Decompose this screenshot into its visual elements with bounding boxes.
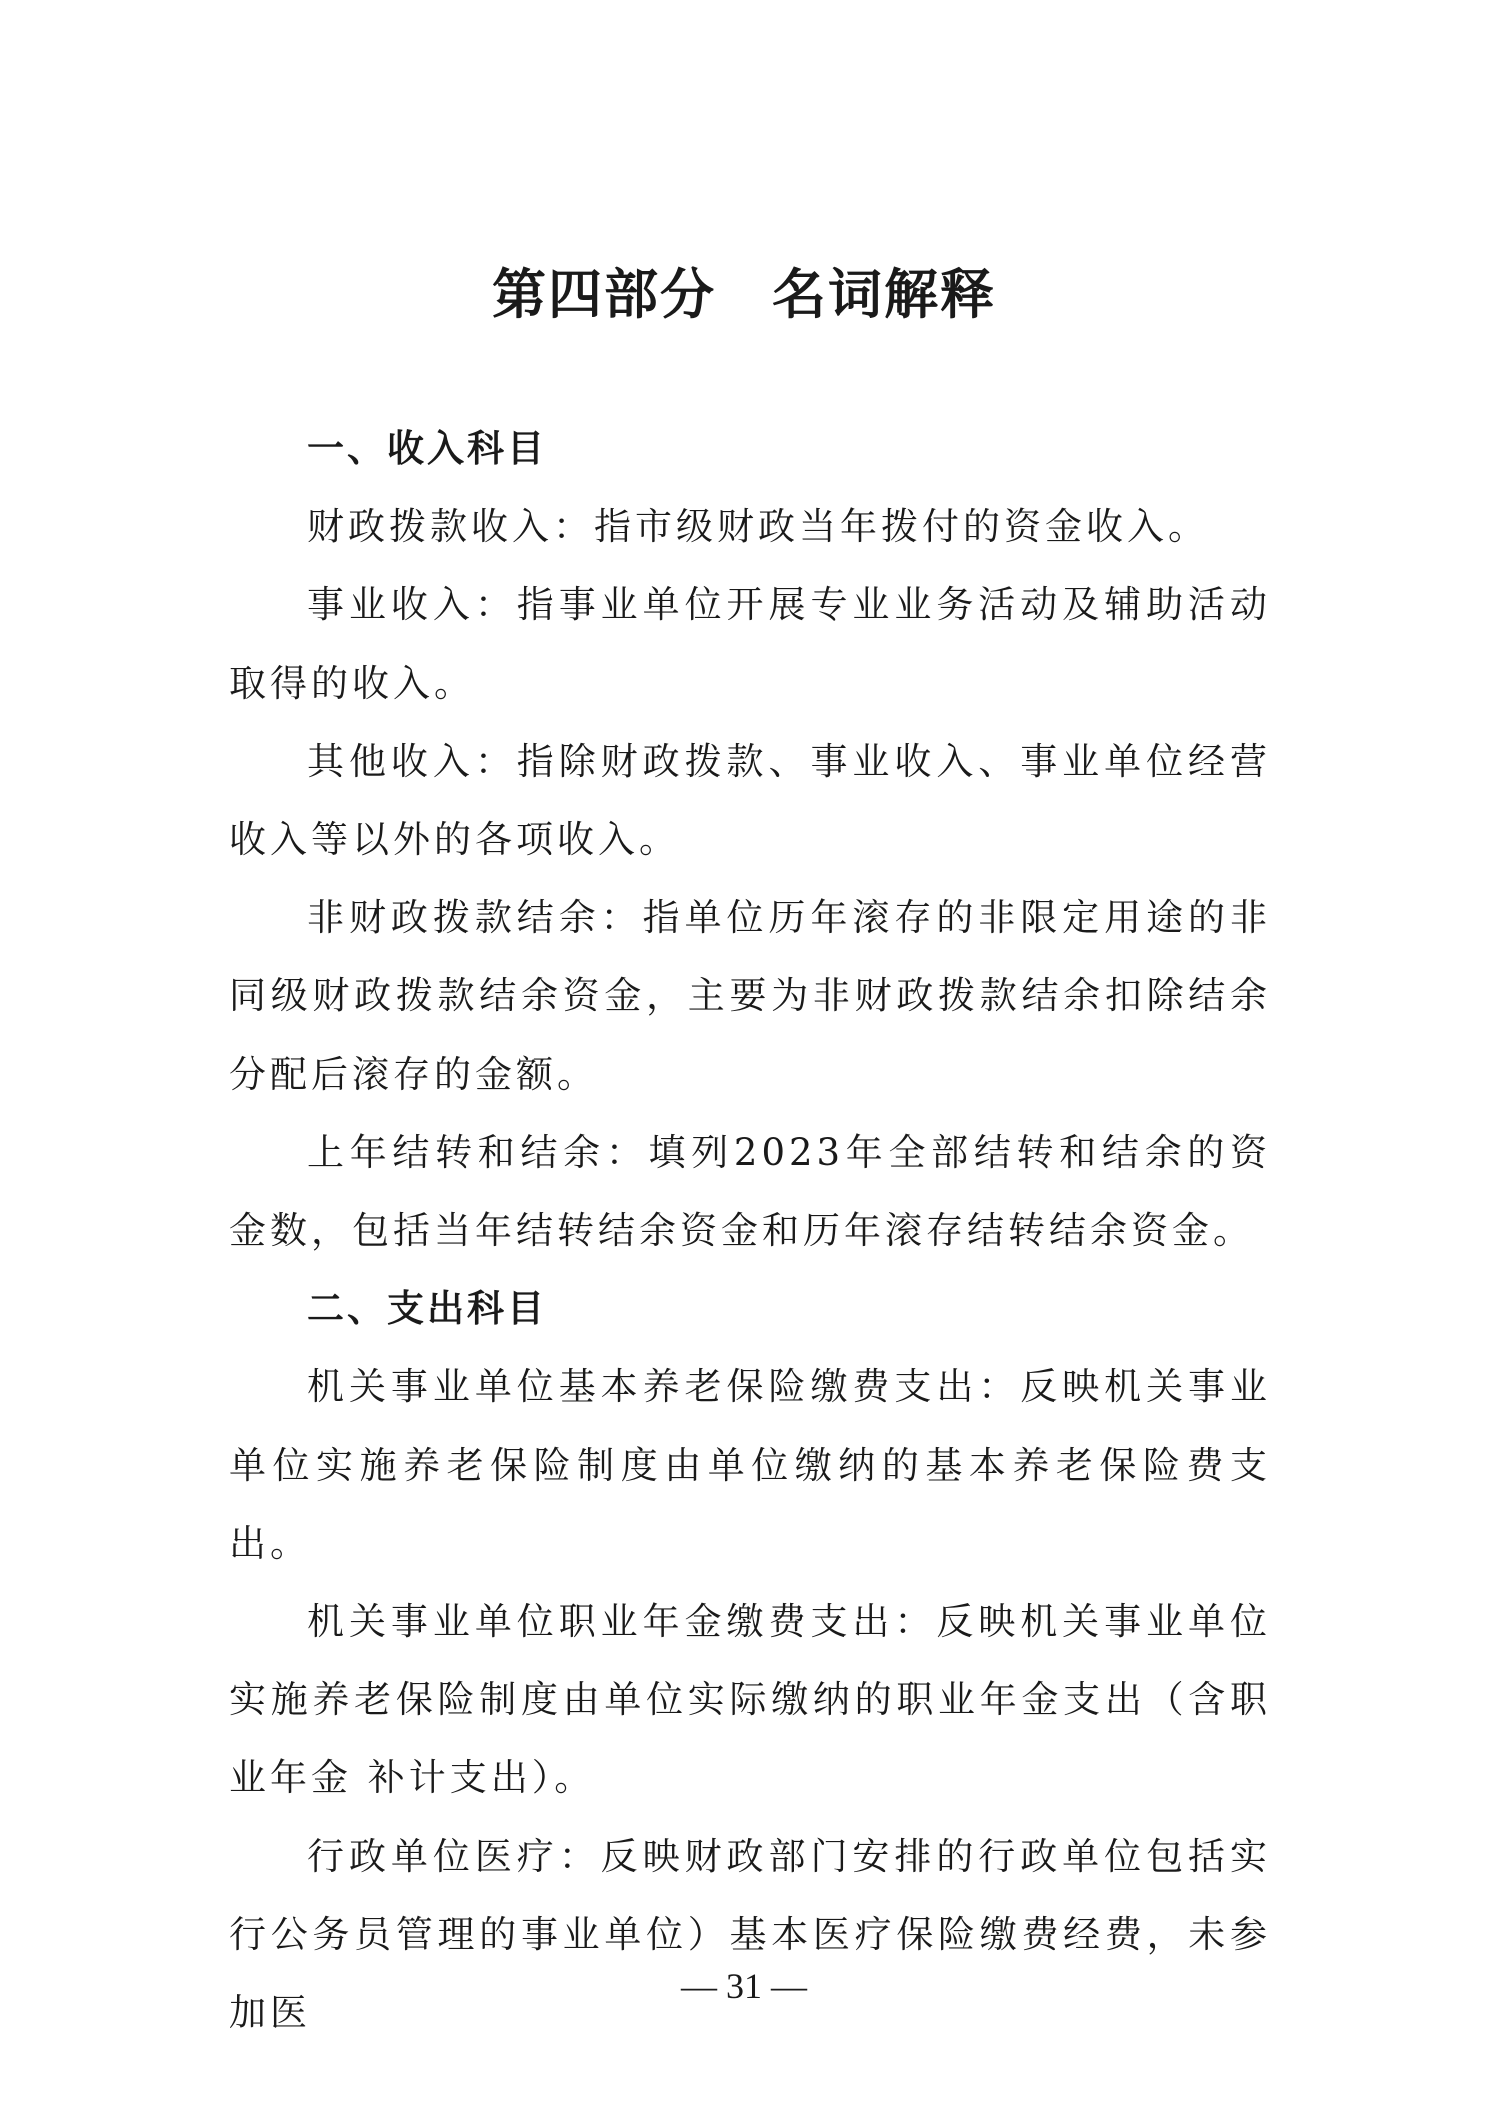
paragraph-non-fiscal-balance: 非财政拨款结余：指单位历年滚存的非限定用途的非同级财政拨款结余资金，主要为非财政拨款结余扣除结余分配后滚存的金额。 xyxy=(229,896,1271,1096)
page-number: — 31 — xyxy=(681,1966,807,2006)
section-heading-income: 一、收入科目 xyxy=(307,427,547,470)
paragraph-prior-year-carryover: 上年结转和结余：填列2023年全部结转和结余的资金数，包括当年结转结余资金和历年滚存结转结余资金。 xyxy=(229,1130,1271,1253)
paragraph-occupational-annuity: 机关事业单位职业年金缴费支出：反映机关事业单位实施养老保险制度由单位实际缴纳的职业年金支出（含职业年金 补计支出）。 xyxy=(229,1600,1271,1800)
paragraph-administrative-medical: 行政单位医疗：反映财政部门安排的行政单位包括实行公务员管理的事业单位）基本医疗保险缴费经费，未参加医 xyxy=(229,1834,1271,2035)
paragraph-fiscal-appropriation-income: 财政拨款收入：指市级财政当年拨付的资金收入。 xyxy=(307,505,1209,549)
page-title: 第四部分 名词解释 xyxy=(492,262,996,326)
section-heading-expenditure: 二、支出科目 xyxy=(307,1287,547,1331)
document-body xyxy=(229,410,1271,2052)
paragraph-business-income: 事业收入：指事业单位开展专业业务活动及辅助活动取得的收入。 xyxy=(229,583,1271,705)
paragraph-other-income: 其他收入：指除财政拨款、事业收入、事业单位经营收入等以外的各项收入。 xyxy=(229,739,1271,862)
paragraph-pension-insurance: 机关事业单位基本养老保险缴费支出：反映机关事业单位实施养老保险制度由单位缴纳的基本养老保险费支出。 xyxy=(229,1365,1271,1565)
